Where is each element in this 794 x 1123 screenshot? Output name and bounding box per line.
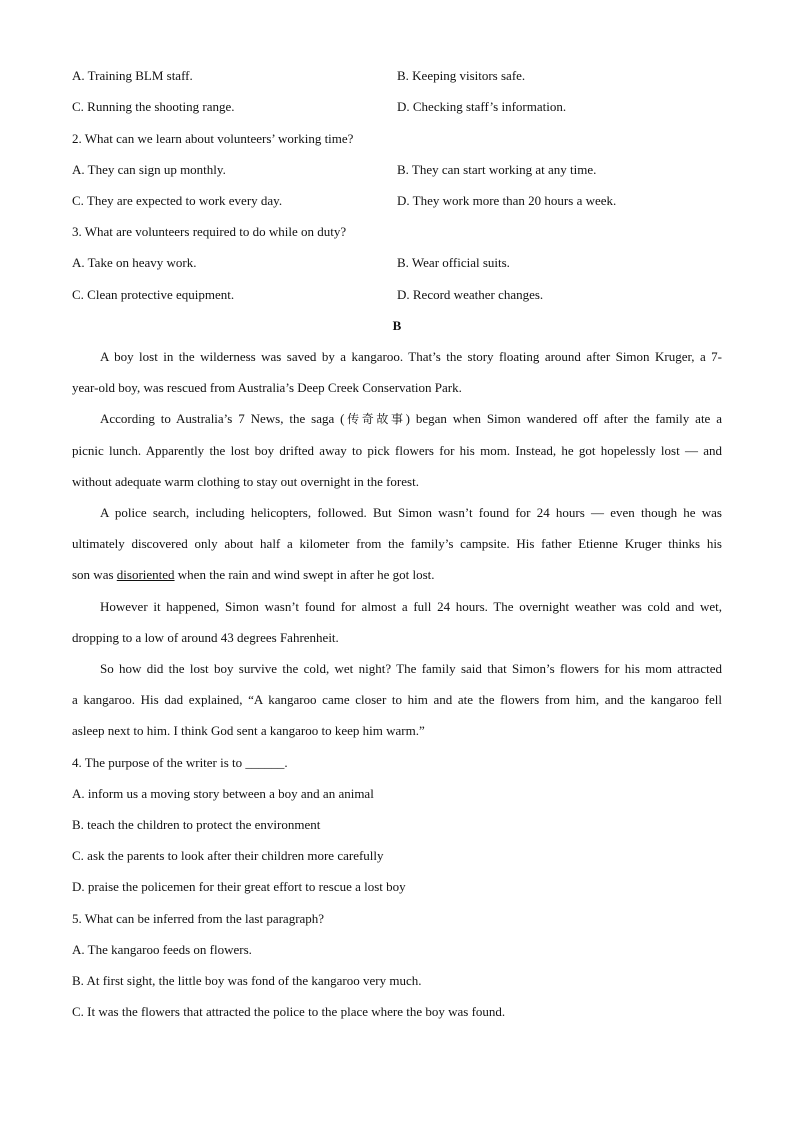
q3-option-a: A. Take on heavy work. [72, 255, 197, 270]
q3-stem: 3. What are volunteers required to do while on duty? [72, 224, 347, 239]
q1-option-d: D. Checking staff’s information. [397, 99, 567, 114]
q2-option-b: B. They can start working at any time. [397, 162, 597, 177]
q1-option-a: A. Training BLM staff. [72, 68, 193, 83]
q2-stem: 2. What can we learn about volunteers’ working time? [72, 131, 354, 146]
q4-option-b: B. teach the children to protect the environment [72, 817, 321, 832]
section-heading: B [392, 318, 402, 333]
passage-p3-line3 [72, 567, 434, 583]
passage-p1-line1: A boy lost in the wilderness was saved by a kangaroo. That’s the story floating around after Simon Kruger, a 7- [100, 349, 722, 364]
q2-option-c: C. They are expected to work every day. [72, 193, 283, 208]
passage-p2-line1 [100, 411, 722, 427]
q3-option-d: D. Record weather changes. [397, 287, 544, 302]
q4-option-a: A. inform us a moving story between a boy and an animal [72, 786, 374, 801]
passage-p3-line2: ultimately discovered only about half a kilometer from the family’s campsite. His father Etienne Kruger thinks his [72, 536, 722, 551]
q3-option-b: B. Wear official suits. [397, 255, 510, 270]
passage-p5-line1: So how did the lost boy survive the cold, wet night? The family said that Simon’s flowers for his mom attracted [100, 661, 722, 676]
passage-p4-line1: However it happened, Simon wasn’t found for almost a full 24 hours. The overnight weather was cold and wet, [100, 599, 722, 614]
passage-p2-line3: without adequate warm clothing to stay out overnight in the forest. [72, 474, 419, 489]
p2-gloss-cjk: 传奇故事 [344, 412, 406, 426]
p3-text-a: son was [72, 567, 117, 582]
q3-option-c: C. Clean protective equipment. [72, 287, 235, 302]
q2-option-d: D. They work more than 20 hours a week. [397, 193, 617, 208]
q5-option-b: B. At first sight, the little boy was fond of the kangaroo very much. [72, 973, 422, 988]
p2-text-b: ) began when Simon wandered off after the family ate a [405, 411, 722, 426]
q1-option-c: C. Running the shooting range. [72, 99, 235, 114]
q2-option-a: A. They can sign up monthly. [72, 162, 226, 177]
q1-option-b: B. Keeping visitors safe. [397, 68, 526, 83]
q5-option-c: C. It was the flowers that attracted the police to the place where the boy was found. [72, 1004, 506, 1019]
p3-text-b: when the rain and wind swept in after he got lost. [174, 567, 435, 582]
q4-option-c: C. ask the parents to look after their children more carefully [72, 848, 384, 863]
passage-p5-line3: asleep next to him. I think God sent a kangaroo to keep him warm.” [72, 723, 425, 738]
q5-option-a: A. The kangaroo feeds on flowers. [72, 942, 252, 957]
q4-option-d: D. praise the policemen for their great effort to rescue a lost boy [72, 879, 406, 894]
p2-text-a: According to Australia’s 7 News, the saga ( [100, 411, 345, 426]
q5-stem: 5. What can be inferred from the last paragraph? [72, 911, 325, 926]
passage-p4-line2: dropping to a low of around 43 degrees Fahrenheit. [72, 630, 339, 645]
passage-p2-line2: picnic lunch. Apparently the lost boy drifted away to pick flowers for his mom. Instead, he got hopelessly lost — and [72, 443, 722, 458]
underlined-word: disoriented [116, 567, 175, 582]
passage-p5-line2: a kangaroo. His dad explained, “A kangaroo came closer to him and ate the flowers from him, and the kangaroo fell [72, 692, 722, 707]
q4-stem: 4. The purpose of the writer is to ______. [72, 755, 288, 770]
passage-p1-line2: year-old boy, was rescued from Australia’s Deep Creek Conservation Park. [72, 380, 462, 395]
passage-p3-line1: A police search, including helicopters, followed. But Simon wasn’t found for 24 hours — even though he was [100, 505, 722, 520]
